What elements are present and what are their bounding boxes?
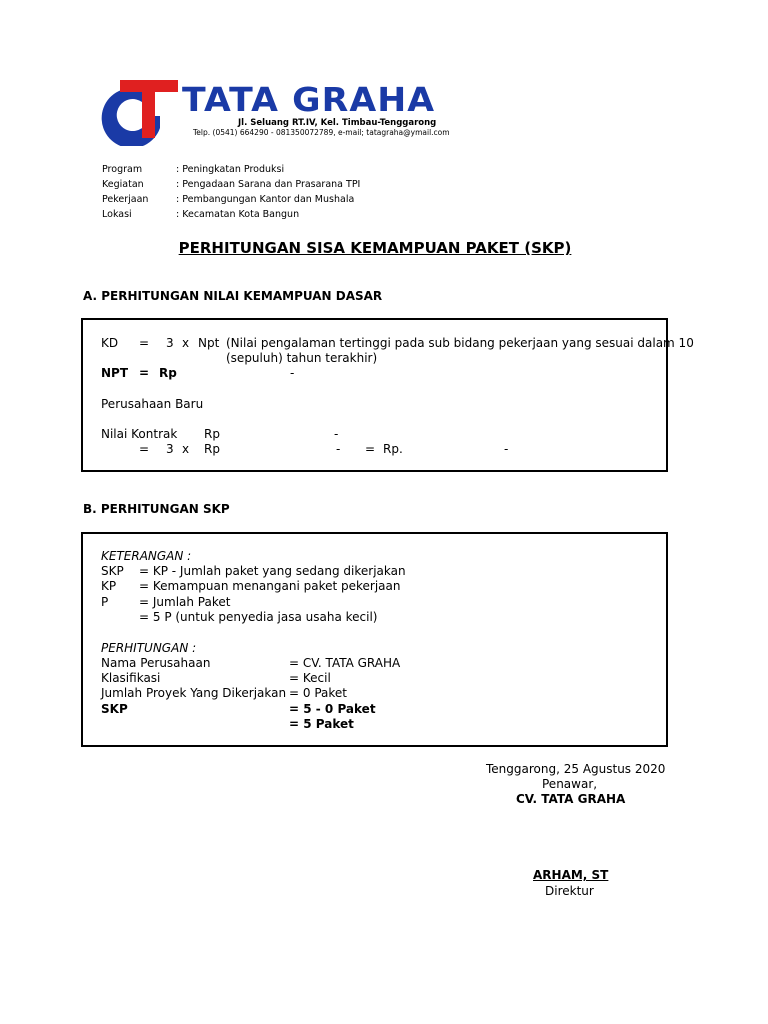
signer-name-text: ARHAM, ST [533,868,609,882]
kd-x: x [182,336,190,350]
kd-note-line1: (Nilai pengalaman tertinggi pada sub bidang pekerjaan yang sesuai dalam 10 [226,336,694,350]
ket-value: = 5 P (untuk penyedia jasa usaha kecil) [139,610,378,624]
calc-rp2: Rp. [383,442,403,456]
ket-value: = Kemampuan menangani paket pekerjaan [139,579,401,593]
npt-dash: - [290,366,295,380]
company-logo [100,76,180,146]
section-b-heading: B. PERHITUNGAN SKP [83,502,230,516]
new-company-label: Perusahaan Baru [101,397,204,411]
calc-x: x [182,442,190,456]
calc-row-value: = 0 Paket [289,686,347,700]
contract-rp: Rp [204,427,220,441]
company-name: TATA GRAHA [182,80,436,119]
section-a-heading: A. PERHITUNGAN NILAI KEMAMPUAN DASAR [83,289,383,303]
page-title [0,239,750,257]
signer-company: CV. TATA GRAHA [516,792,626,806]
calc-rp: Rp [204,442,220,456]
info-value-program: : Peningkatan Produksi [176,164,285,175]
kd-mult: 3 [166,336,174,350]
npt-eq: = [139,366,150,380]
contract-label: Nilai Kontrak [101,427,178,441]
kd-note-line2: (sepuluh) tahun terakhir) [226,351,378,365]
info-label-lokasi: Lokasi [102,209,132,220]
calc-row-key: Klasifikasi [101,671,161,685]
perhitungan-title: PERHITUNGAN : [101,641,197,655]
info-label-pekerjaan: Pekerjaan [102,194,149,205]
calc-row-value: = CV. TATA GRAHA [289,656,401,670]
kd-var: Npt [198,336,220,350]
calc-eq: = [139,442,150,456]
calc-mult: 3 [166,442,174,456]
calc-row-value: = Kecil [289,671,331,685]
calc-row-key: Nama Perusahaan [101,656,211,670]
signer-title: Direktur [545,884,594,898]
calc-dash: - [336,442,341,456]
skp-key: SKP [101,702,128,716]
calc-row-key: Jumlah Proyek Yang Dikerjakan [101,686,287,700]
contract-dash: - [334,427,339,441]
section-b-box [81,532,668,747]
keterangan-title: KETERANGAN : [101,549,192,563]
npt-label: NPT [101,366,129,380]
ket-value: = Jumlah Paket [139,595,231,609]
ket-value: = KP - Jumlah paket yang sedang dikerjakan [139,564,406,578]
ket-key: SKP [101,564,124,578]
signer-role: Penawar, [542,777,598,791]
ket-key: P [101,595,109,609]
page-title-text: PERHITUNGAN SISA KEMAMPUAN PAKET (SKP) [178,239,572,257]
info-value-lokasi: : Kecamatan Kota Bangun [176,209,300,220]
ket-key: KP [101,579,117,593]
calc-dash2: - [504,442,509,456]
skp-value: = 5 - 0 Paket [289,702,376,716]
skp-result-value: = 5 Paket [289,717,354,731]
info-value-kegiatan: : Pengadaan Sarana dan Prasarana TPI [176,179,361,190]
kd-eq: = [139,336,150,350]
kd-label: KD [101,336,119,350]
calc-eq2: = [365,442,376,456]
npt-rp: Rp [159,366,177,380]
signer-name [533,868,608,883]
info-label-program: Program [102,164,143,175]
info-label-kegiatan: Kegiatan [102,179,144,190]
section-a-box [81,318,694,472]
info-value-pekerjaan: : Pembangungan Kantor dan Mushala [176,194,355,205]
company-contact: Telp. (0541) 664290 - 081350072789, e-mail; tatagraha@ymail.com [193,128,450,137]
company-address: Jl. Seluang RT.IV, Kel. Timbau-Tenggarong [238,118,437,128]
place-date: Tenggarong, 25 Agustus 2020 [486,762,666,776]
